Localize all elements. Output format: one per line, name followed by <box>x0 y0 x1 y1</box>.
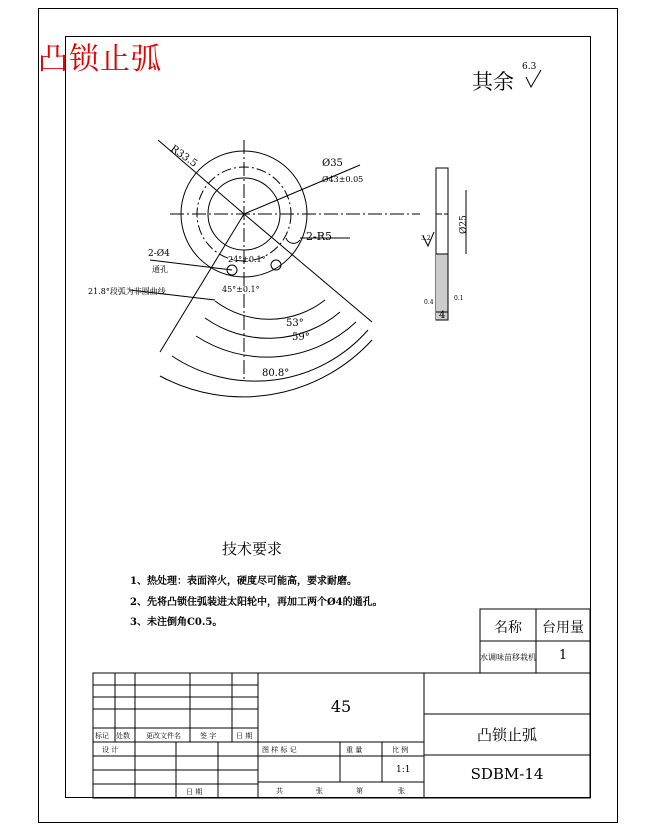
tech-req-item-3: 3、未注倒角C0.5。 <box>130 617 223 628</box>
tech-req-item-1: 1、热处理：表面淬火，硬度尽可能高，要求耐磨。 <box>130 576 357 587</box>
dim-d25: Ø25 <box>459 215 469 234</box>
parts-row-name: 水调味苗移栽机 <box>480 653 536 662</box>
dim-angle-24: 24°±0.1° <box>228 255 266 264</box>
drawing-number: SDBM-14 <box>470 765 544 783</box>
dim-through: 通孔 <box>152 265 168 274</box>
rev-label-1: 标记 <box>95 732 109 740</box>
dim-r-outer: R33.5 <box>168 143 199 170</box>
stage-label: 图 样 标 记 <box>262 746 297 754</box>
rev-label-2: 处数 <box>116 732 130 740</box>
arc-note: 21.8°段弧为非圆曲线 <box>88 287 166 296</box>
weight-label: 重 量 <box>346 746 363 754</box>
dim-angle-59: 59° <box>292 332 310 343</box>
parts-col-qty: 台用量 <box>542 620 584 636</box>
dim-angle-53: 53° <box>286 318 304 329</box>
rough-c: 0.4 <box>424 299 434 306</box>
scale-value: 1:1 <box>396 765 411 775</box>
roughness-rest-value: 6.3 <box>522 62 537 72</box>
tech-req-item-2: 2、先将凸锁住弧装进太阳轮中，再加工两个Ø4的通孔。 <box>130 597 383 608</box>
rev-label-4: 签 字 <box>200 732 217 740</box>
dim-holes: 2-Ø4 <box>148 249 170 259</box>
rev-label-3: 更改文件名 <box>146 732 181 740</box>
design-label: 设 计 <box>102 746 119 754</box>
dim-d35: Ø35 <box>322 158 343 169</box>
roughness-rest-label: 其余 <box>472 70 514 94</box>
tech-req-title: 技术要求 <box>222 540 283 558</box>
rough-a: 3.2 <box>421 235 431 242</box>
scale-label: 比 例 <box>392 746 409 754</box>
drawing-heading: 凸锁止弧 <box>38 42 162 77</box>
total-label: 共 <box>276 787 283 795</box>
dim-thickness: 4 <box>439 310 446 321</box>
sheet-no-label: 第 <box>356 787 363 795</box>
rev-label-5: 日 期 <box>236 732 253 740</box>
dim-d43: Ø43±0.05 <box>322 175 364 184</box>
parts-col-name: 名称 <box>494 620 522 636</box>
dim-angle-45: 45°±0.1° <box>222 285 260 294</box>
part-name: 凸锁止弧 <box>476 726 537 744</box>
date-label: 日 期 <box>186 788 203 796</box>
dim-r5: 2-R5 <box>306 230 332 243</box>
sheets-label-b: 张 <box>398 787 405 795</box>
sheets-label-a: 张 <box>316 787 323 795</box>
dim-angle-80: 80.8° <box>262 368 290 379</box>
rough-b: 0.1 <box>454 295 464 302</box>
parts-row-qty: 1 <box>558 648 568 663</box>
material: 45 <box>330 697 352 716</box>
